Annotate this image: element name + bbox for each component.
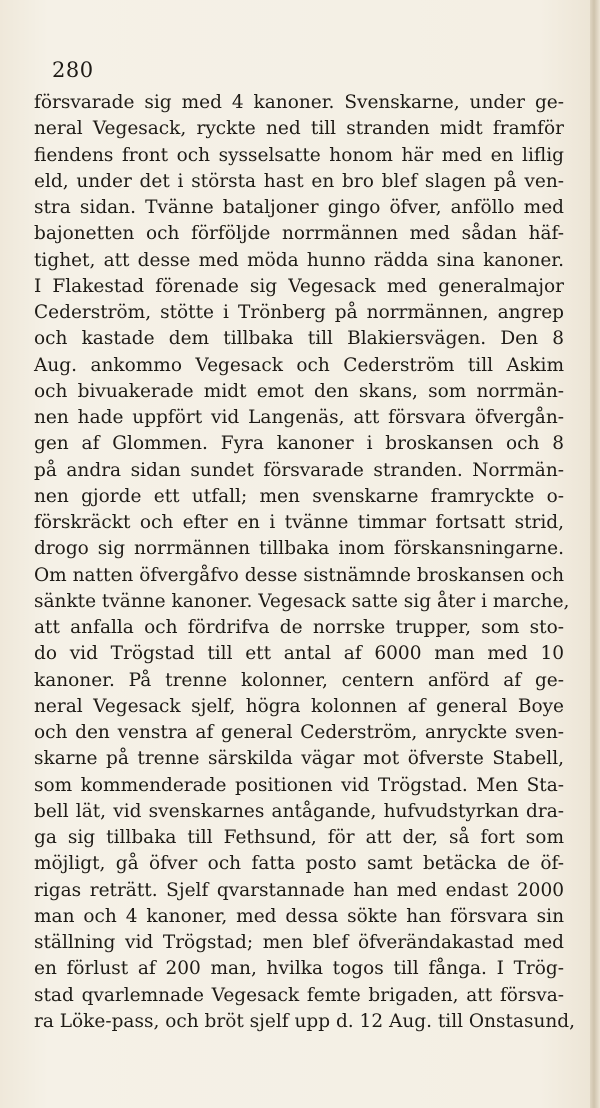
text-line: drogo sig norrmännen tillbaka inom förskansningarne. xyxy=(34,538,564,560)
text-line: man och 4 kanoner, med dessa sökte han försvara sin xyxy=(34,905,564,927)
text-line: möjligt, gå öfver och fatta posto samt betäcka de öf- xyxy=(34,853,564,875)
text-line: tighet, att desse med möda hunno rädda sina kanoner. xyxy=(34,249,564,271)
text-line: och den venstra af general Cederström, anryckte sven- xyxy=(34,722,564,743)
text-line: neral Vegesack sjelf, högra kolonnen af general Boye xyxy=(34,695,564,717)
text-line: fiendens front och sysselsatte honom här med en liflig xyxy=(34,144,564,166)
text-line: Cederström, stötte i Trönberg på norrmännen, angrep xyxy=(34,302,564,323)
text-line: skarne på trenne särskilda vägar mot öfverste Stabell, xyxy=(34,748,564,770)
text-line: gen af Glommen. Fyra kanoner i broskansen och 8 xyxy=(34,433,564,455)
text-line: ga sig tillbaka till Fethsund, för att der, så fort som xyxy=(34,827,564,848)
text-line: på andra sidan sundet försvarade stranden. Norrmän- xyxy=(34,459,564,481)
text-line: stad qvarlemnade Vegesack femte brigaden, att försva- xyxy=(34,984,564,1006)
text-line: nen gjorde ett utfall; men svenskarne framryckte o- xyxy=(34,485,564,507)
text-line: att anfalla och fördrifva de norrske trupper, som sto- xyxy=(34,617,564,638)
page-edge xyxy=(590,0,600,1108)
text-line: förskräckt och efter en i tvänne timmar fortsatt strid, xyxy=(34,512,564,533)
text-line: neral Vegesack, ryckte ned till stranden midt framför xyxy=(34,118,564,140)
text-line: eld, under det i största hast en bro blef slagen på ven- xyxy=(34,170,564,192)
text-line: en förlust af 200 man, hvilka togos till fånga. I Trög- xyxy=(34,958,564,980)
text-line: rigas reträtt. Sjelf qvarstannade han med endast 2000 xyxy=(34,879,564,901)
text-line: ra Löke-pass, och bröt sjelf upp d. 12 Aug. till Onstasund, xyxy=(34,1010,575,1032)
text-line: som kommenderade positionen vid Trögstad. Men Sta- xyxy=(34,774,564,796)
text-line: stra sidan. Tvänne bataljoner gingo öfver, anföllo med xyxy=(34,197,564,218)
text-line: ställning vid Trögstad; men blef öfverändakastad med xyxy=(34,932,564,953)
text-line: Aug. ankommo Vegesack och Cederström till Askim xyxy=(34,354,564,376)
text-line: do vid Trögstad till ett antal af 6000 man med 10 xyxy=(34,643,564,665)
text-line: Om natten öfvergåfvo desse sistnämnde broskansen och xyxy=(34,564,564,586)
text-line: bajonetten och förföljde norrmännen med sådan häf- xyxy=(34,223,564,245)
text-line: sänkte tvänne kanoner. Vegesack satte sig åter i marche, xyxy=(34,590,570,612)
text-line: bell lät, vid svenskarnes antågande, hufvudstyrkan dra- xyxy=(34,800,564,822)
text-line: I Flakestad förenade sig Vegesack med generalmajor xyxy=(34,275,564,297)
page-number: 280 xyxy=(52,58,94,82)
text-line: och kastade dem tillbaka till Blakiersvägen. Den 8 xyxy=(34,328,564,350)
text-line: nen hade uppfört vid Langenäs, att försvara öfvergån- xyxy=(34,407,564,428)
text-line: försvarade sig med 4 kanoner. Svenskarne, under ge- xyxy=(34,92,564,113)
body-text xyxy=(34,90,575,1035)
text-line: och bivuakerade midt emot den skans, som norrmän- xyxy=(34,380,564,402)
text-line: kanoner. På trenne kolonner, centern anförd af ge- xyxy=(34,669,564,691)
